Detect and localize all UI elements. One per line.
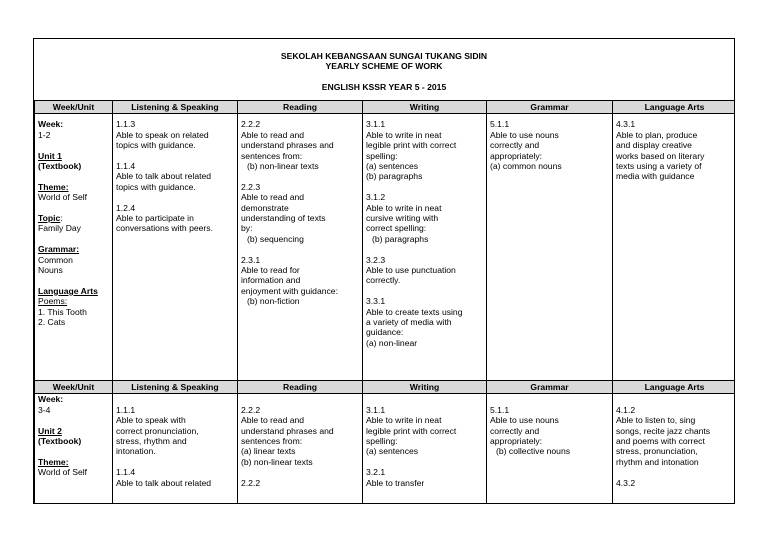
standard-code: 2.2.3 — [241, 181, 261, 192]
standard-text: and display creative — [616, 140, 692, 151]
unit-sub: (Textbook) — [38, 161, 82, 172]
scheme-table-2 — [34, 380, 735, 504]
standard-code: 1.1.4 — [116, 161, 136, 172]
col-header-language-arts: Language Arts — [613, 101, 736, 114]
standard-text: Able to plan, produce — [616, 129, 698, 140]
standard-text: Able to listen to, sing — [616, 415, 696, 426]
standard-code: 1.2.4 — [116, 202, 136, 213]
grammar-cell — [487, 114, 613, 388]
standard-text: (a) linear texts — [241, 446, 296, 457]
grammar-label: Grammar: — [38, 244, 80, 255]
standard-text: demonstrate — [241, 202, 289, 213]
scheme-of-work-page — [33, 38, 735, 504]
standard-text: correctly and — [490, 140, 540, 151]
standard-text: spelling: — [366, 436, 398, 447]
topic-heading — [38, 213, 109, 223]
col-header-writing: Writing — [363, 101, 487, 114]
standard-text: understanding of texts — [241, 213, 326, 224]
poem-1: 1. This Tooth — [38, 306, 87, 317]
reading-cell — [238, 394, 363, 504]
col-header-reading: Reading — [238, 101, 363, 114]
standard-text: enjoyment with guidance: — [241, 285, 338, 296]
week-unit-cell — [35, 394, 113, 504]
standard-text: (b) paragraphs — [366, 171, 423, 182]
table-row — [35, 394, 736, 504]
standard-text: legible print with correct — [366, 140, 457, 151]
col-header-listening-speaking: Listening & Speaking — [113, 101, 238, 114]
theme-label: Theme: — [38, 456, 69, 467]
header-row — [35, 101, 736, 114]
listening-speaking-cell — [113, 394, 238, 504]
standard-code: 2.2.2 — [241, 404, 261, 415]
theme-label: Theme: — [38, 181, 69, 192]
poem-2: 2. Cats — [38, 317, 66, 328]
standard-text: understand phrases and — [241, 140, 334, 151]
standard-text: information and — [241, 275, 301, 286]
standard-text: correct spelling: — [366, 223, 427, 234]
standard-text: Able to read and — [241, 129, 305, 140]
language-arts-cell — [613, 114, 736, 388]
standard-text: stress, pronunciation, — [616, 446, 698, 457]
standard-text: works based on literary — [616, 150, 705, 161]
standard-code: 3.2.3 — [366, 254, 386, 265]
poems-label: Poems: — [38, 296, 68, 307]
standard-code: 1.1.4 — [116, 467, 136, 478]
standard-text: Able to use nouns — [490, 129, 559, 140]
standard-text: correct pronunciation, — [116, 425, 199, 436]
standard-text: texts using a variety of — [616, 161, 702, 172]
standard-code: 4.3.1 — [616, 119, 636, 130]
standard-text: (b) non-linear texts — [241, 456, 313, 467]
standard-text: by: — [241, 223, 253, 234]
standard-text: a variety of media with — [366, 317, 452, 328]
standard-text: Able to create texts using — [366, 306, 463, 317]
standard-text: (b) sequencing — [247, 233, 304, 244]
scheme-table-1 — [34, 100, 735, 388]
standard-code: 2.2.2 — [241, 119, 261, 130]
standard-code: 5.1.1 — [490, 404, 510, 415]
col-header-week-unit: Week/Unit — [35, 381, 113, 394]
standard-text: correctly. — [366, 275, 401, 286]
standard-text: stress, rhythm and — [116, 436, 187, 447]
reading-cell — [238, 114, 363, 388]
standard-text: sentences from: — [241, 436, 303, 447]
standard-text: (a) sentences — [366, 161, 419, 172]
language-arts-label: Language Arts — [38, 285, 98, 296]
standard-text: media with guidance — [616, 171, 695, 182]
topic-label: Topic — [38, 213, 61, 224]
standard-code: 2.2.2 — [241, 477, 261, 488]
standard-code: 3.1.1 — [366, 119, 386, 130]
standard-text: Able to use punctuation — [366, 265, 456, 276]
standard-text: sentences from: — [241, 150, 303, 161]
standard-text: (a) non-linear — [366, 337, 418, 348]
grammar-cell — [487, 394, 613, 504]
language-arts-cell — [613, 394, 736, 504]
standard-text: appropriately: — [490, 150, 543, 161]
standard-text: Able to transfer — [366, 477, 425, 488]
col-header-grammar: Grammar — [487, 381, 613, 394]
standard-text: understand phrases and — [241, 425, 334, 436]
theme-value: World of Self — [38, 467, 88, 478]
standard-text: cursive writing with — [366, 213, 439, 224]
listening-speaking-cell — [113, 114, 238, 388]
week-label: Week: — [38, 119, 64, 130]
week-value: 1-2 — [38, 129, 51, 140]
standard-text: spelling: — [366, 150, 398, 161]
standard-text: Able to write in neat — [366, 415, 442, 426]
unit-label: Unit 1 — [38, 150, 62, 161]
standard-text: songs, recite jazz chants — [616, 425, 711, 436]
standard-code: 3.2.1 — [366, 467, 386, 478]
topic-value: Family Day — [38, 223, 81, 234]
standard-text: Able to read for — [241, 265, 300, 276]
standard-text: (a) sentences — [366, 446, 419, 457]
grammar-value-1: Common — [38, 254, 73, 265]
week-unit-cell — [35, 114, 113, 388]
standard-text: topics with guidance. — [116, 140, 196, 151]
standard-text: Able to write in neat — [366, 202, 442, 213]
standard-text: Able to speak with — [116, 415, 186, 426]
topic-colon: : — [60, 213, 63, 224]
standard-text: Able to speak on related — [116, 129, 209, 140]
standard-text: Able to read and — [241, 192, 305, 203]
standard-text: legible print with correct — [366, 425, 457, 436]
standard-code: 1.1.3 — [116, 119, 136, 130]
col-header-language-arts: Language Arts — [613, 381, 736, 394]
standard-code: 4.3.2 — [616, 477, 636, 488]
standard-text: Able to use nouns — [490, 415, 559, 426]
standard-text: rhythm and intonation — [616, 456, 699, 467]
standard-text: appropriately: — [490, 436, 543, 447]
standard-text: (a) common nouns — [490, 161, 562, 172]
unit-label: Unit 2 — [38, 425, 62, 436]
standard-code: 4.1.2 — [616, 404, 636, 415]
standard-code: 3.1.1 — [366, 404, 386, 415]
standard-text: Able to talk about related — [116, 477, 212, 488]
standard-text: conversations with peers. — [116, 223, 213, 234]
standard-text: (b) paragraphs — [372, 233, 429, 244]
standard-text: and poems with correct — [616, 436, 705, 447]
standard-text: Able to write in neat — [366, 129, 442, 140]
standard-text: intonation. — [116, 446, 156, 457]
standard-code: 2.3.1 — [241, 254, 261, 265]
standard-text: guidance: — [366, 327, 404, 338]
table-row — [35, 114, 736, 388]
standard-code: 3.1.2 — [366, 192, 386, 203]
subject-title: ENGLISH KSSR YEAR 5 - 2015 — [321, 81, 447, 92]
scheme-title: YEARLY SCHEME OF WORK — [325, 61, 443, 72]
standard-text: Able to read and — [241, 415, 305, 426]
standard-text: Able to participate in — [116, 213, 194, 224]
week-value: 3-4 — [38, 404, 51, 415]
writing-cell — [363, 114, 487, 388]
standard-text: correctly and — [490, 425, 540, 436]
col-header-listening-speaking: Listening & Speaking — [113, 381, 238, 394]
unit-sub: (Textbook) — [38, 436, 82, 447]
standard-text: topics with guidance. — [116, 181, 196, 192]
theme-value: World of Self — [38, 192, 88, 203]
col-header-week-unit: Week/Unit — [35, 101, 113, 114]
standard-code: 3.3.1 — [366, 296, 386, 307]
col-header-writing: Writing — [363, 381, 487, 394]
school-name: SEKOLAH KEBANGSAAN SUNGAI TUKANG SIDIN — [280, 51, 488, 61]
header-row — [35, 381, 736, 394]
col-header-reading: Reading — [238, 381, 363, 394]
standard-text: (b) non-fiction — [247, 296, 300, 307]
col-header-grammar: Grammar — [487, 101, 613, 114]
standard-text: (b) collective nouns — [496, 446, 571, 457]
grammar-value-2: Nouns — [38, 265, 63, 276]
title-block — [34, 51, 734, 92]
standard-code: 1.1.1 — [116, 404, 136, 415]
week-label: Week: — [38, 394, 64, 405]
writing-cell — [363, 394, 487, 504]
standard-code: 5.1.1 — [490, 119, 510, 130]
standard-text: (b) non-linear texts — [247, 161, 319, 172]
standard-text: Able to talk about related — [116, 171, 212, 182]
